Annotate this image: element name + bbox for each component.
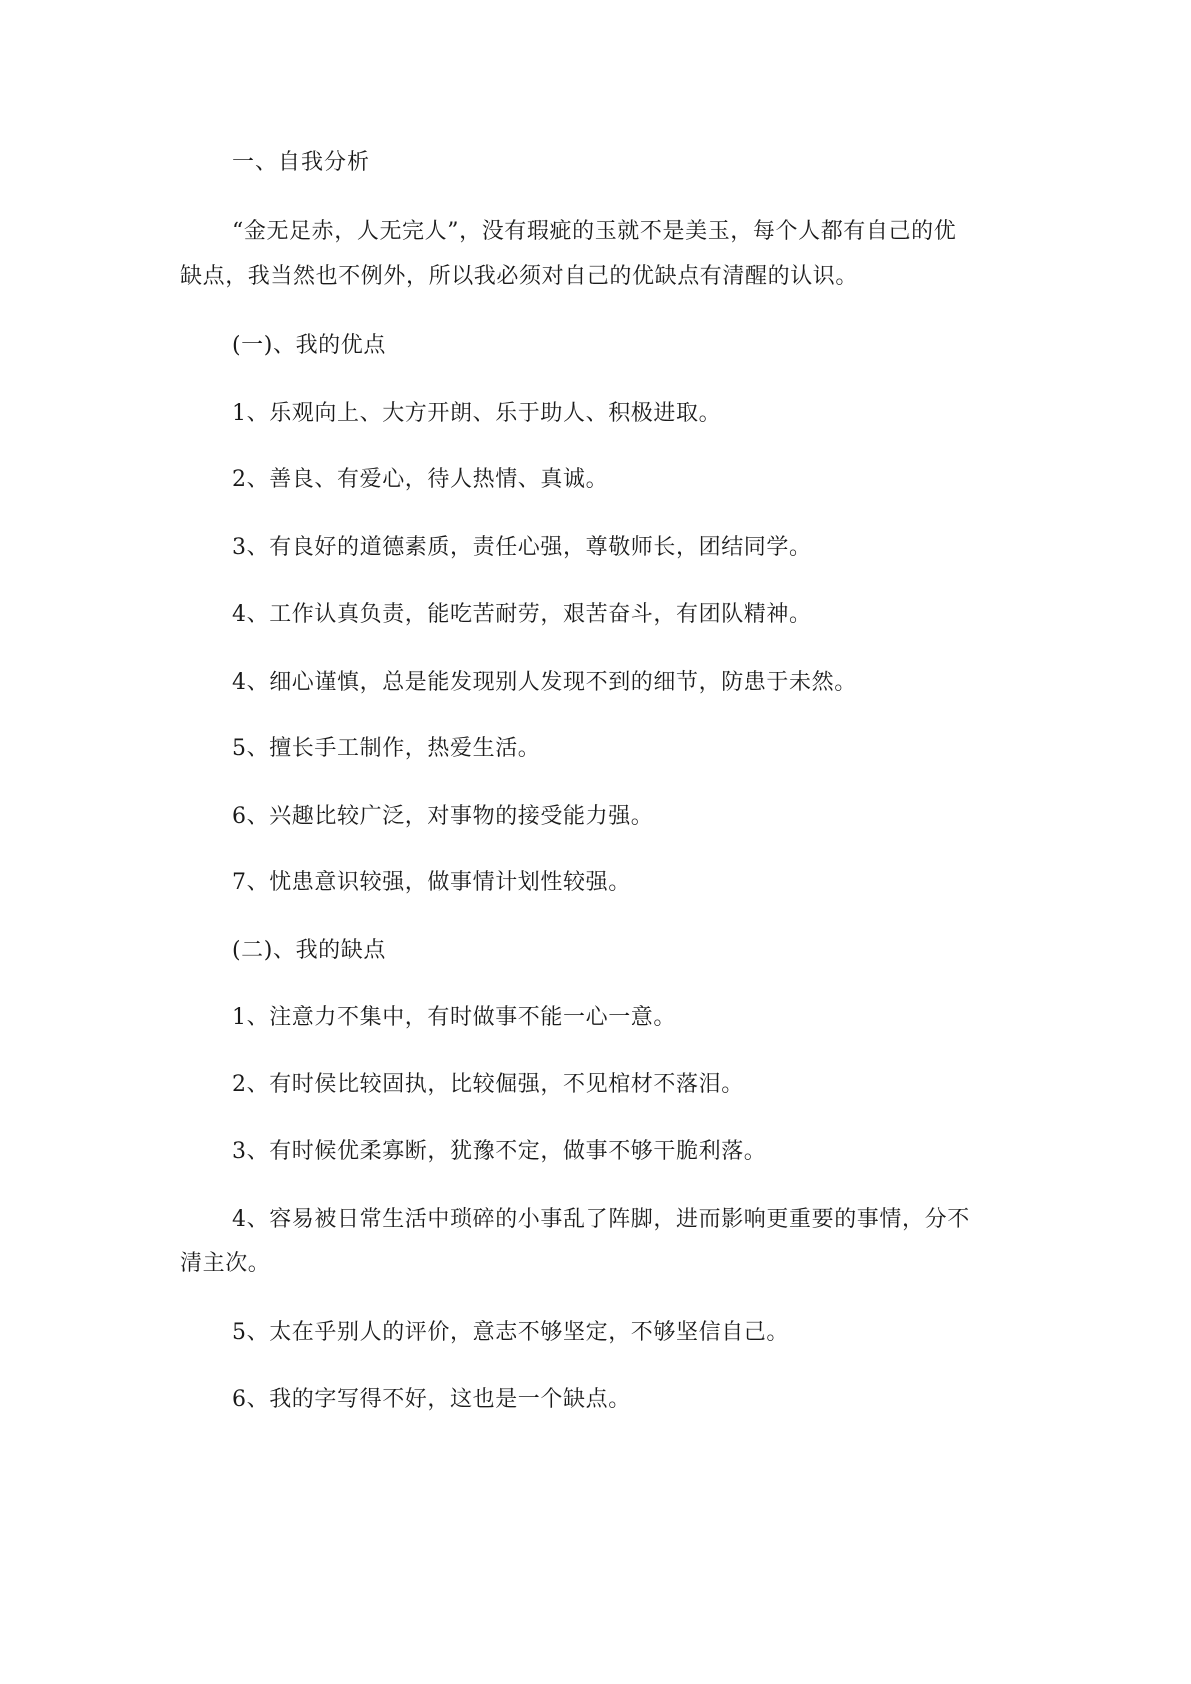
intro-paragraph-line-1: “金无足赤，人无完人”，没有瑕疵的玉就不是美玉，每个人都有自己的优 <box>232 219 957 244</box>
strength-item-5: 4、细心谨慎，总是能发现别人发现不到的细节，防患于未然。 <box>232 670 857 695</box>
weakness-item-3: 3、有时候优柔寡断，犹豫不定，做事不够干脆利落。 <box>232 1139 767 1164</box>
weakness-item-4-continued: 清主次。 <box>180 1251 271 1276</box>
strength-item-4: 4、工作认真负责，能吃苦耐劳，艰苦奋斗，有团队精神。 <box>232 602 812 627</box>
strength-item-3: 3、有良好的道德素质，责任心强，尊敬师长，团结同学。 <box>232 535 812 560</box>
strength-item-6: 5、擅长手工制作，热爱生活。 <box>232 736 541 761</box>
section-title: 一、自我分析 <box>232 150 371 175</box>
strength-item-7: 6、兴趣比较广泛，对事物的接受能力强。 <box>232 804 654 829</box>
intro-paragraph-line-2: 缺点，我当然也不例外，所以我必须对自己的优缺点有清醒的认识。 <box>180 264 859 289</box>
weaknesses-title: (二)、我的缺点 <box>232 938 386 963</box>
weakness-item-1: 1、注意力不集中，有时做事不能一心一意。 <box>232 1005 676 1030</box>
weakness-item-6: 6、我的字写得不好，这也是一个缺点。 <box>232 1387 631 1412</box>
weakness-item-4: 4、容易被日常生活中琐碎的小事乱了阵脚，进而影响更重要的事情，分不 <box>232 1207 970 1232</box>
weakness-item-5: 5、太在乎别人的评价，意志不够坚定，不够坚信自己。 <box>232 1320 789 1345</box>
strength-item-1: 1、乐观向上、大方开朗、乐于助人、积极进取。 <box>232 401 722 426</box>
strength-item-2: 2、善良、有爱心，待人热情、真诚。 <box>232 467 609 492</box>
weakness-item-2: 2、有时侯比较固执，比较倔强，不见棺材不落泪。 <box>232 1072 744 1097</box>
strength-item-8: 7、忧患意识较强，做事情计划性较强。 <box>232 870 631 895</box>
strengths-title: (一)、我的优点 <box>232 333 386 358</box>
